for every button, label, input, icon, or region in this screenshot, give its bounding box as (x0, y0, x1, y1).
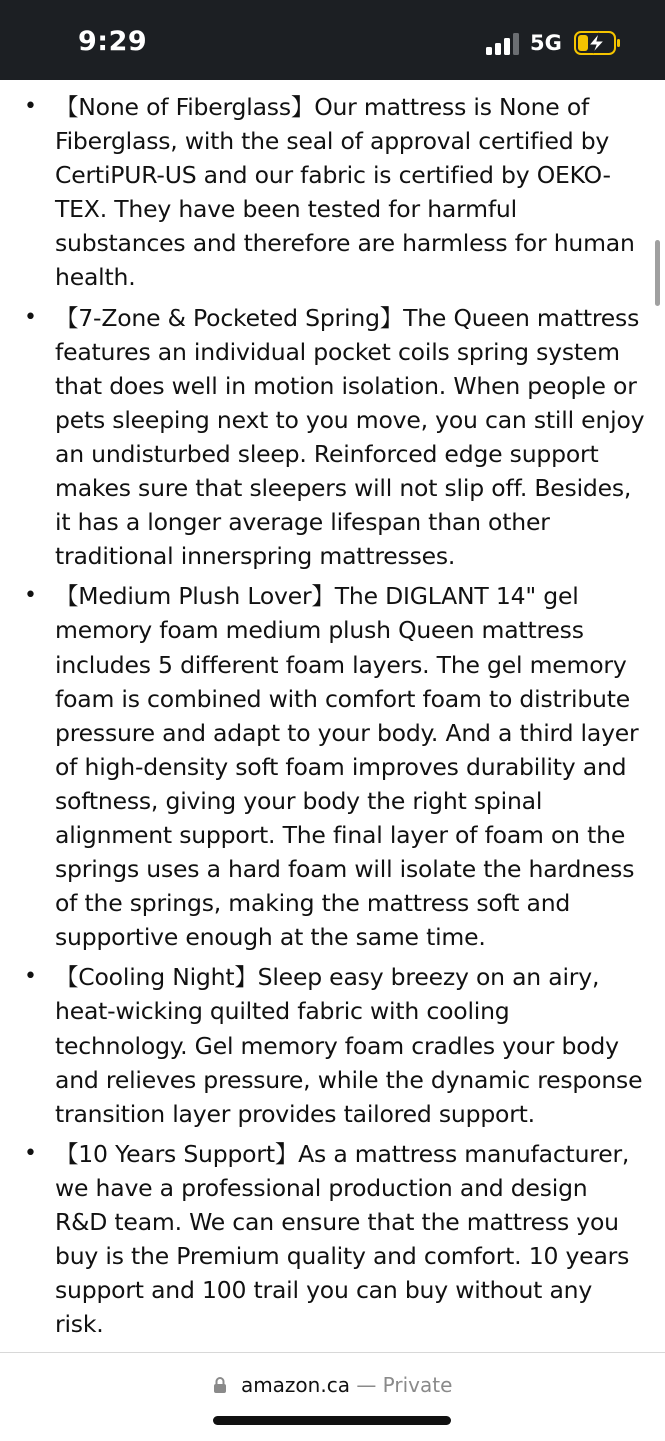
feature-text: 【Medium Plush Lover】The DIGLANT 14" gel memory foam medium plush Queen mattress includes 5 different foam layers. The gel memory foam is combined with comfort foam to distribute pressure and adapt to your body. And a third layer of high-density soft foam improves durability and softness, giving your body the right spinal alignment support. The final layer of foam on the springs uses a hard foam will isolate the hardness of the springs, making the mattress soft and supportive enough at the same time. (55, 582, 639, 952)
bullet: • (24, 304, 37, 330)
url-bar[interactable] (0, 1352, 665, 1441)
url-domain: amazon.ca (240, 1373, 350, 1397)
feature-item (0, 301, 665, 574)
private-mode-label: Private (382, 1373, 453, 1397)
lock-icon (213, 1376, 227, 1394)
feature-item (0, 90, 665, 295)
bullet: • (24, 583, 37, 609)
feature-text: 【10 Years Support】As a mattress manufacturer, we have a professional production and design R&D team. We can ensure that the mattress you buy is the Premium quality and comfort. 10 years support and 100 trail you can buy without any risk. (55, 1139, 630, 1339)
network-type: 5G (530, 31, 562, 55)
feature-text: 【7-Zone & Pocketed Spring】The Queen mattress features an individual pocket coils spring system that does well in motion isolation. When people or pets sleeping next to you move, you can still enjoy an undisturbed sleep. Reinforced edge support makes sure that sleepers will not slip off. Besides, it has a longer average lifespan than other traditional innerspring mattresses. (55, 303, 645, 571)
url-row[interactable] (0, 1373, 665, 1397)
feature-text: 【None of Fiberglass】Our mattress is None of Fiberglass, with the seal of approval certified by CertiPUR-US and our fabric is certified by OEKO-TEX. They have been tested for harmful substances and therefore are harmless for human health. (55, 93, 635, 292)
battery-charging-icon (574, 30, 622, 56)
product-description (0, 80, 665, 1352)
feature-item (0, 1137, 665, 1342)
status-time: 9:29 (78, 26, 148, 57)
feature-item (0, 960, 665, 1130)
bullet: • (24, 94, 37, 119)
feature-item (0, 579, 665, 954)
bullet: • (24, 1140, 37, 1166)
home-indicator[interactable] (213, 1416, 451, 1425)
bullet: • (24, 964, 37, 990)
url-separator: — (356, 1373, 377, 1397)
scrollbar[interactable] (655, 240, 660, 306)
feature-text: 【Cooling Night】Sleep easy breezy on an airy, heat-wicking quilted fabric with cooling technology. Gel memory foam cradles your body and relieves pressure, while the dynamic response transition layer provides tailored support. (55, 963, 643, 1128)
status-bar (0, 0, 665, 80)
signal-icon (486, 33, 522, 55)
feature-list (0, 80, 665, 1341)
